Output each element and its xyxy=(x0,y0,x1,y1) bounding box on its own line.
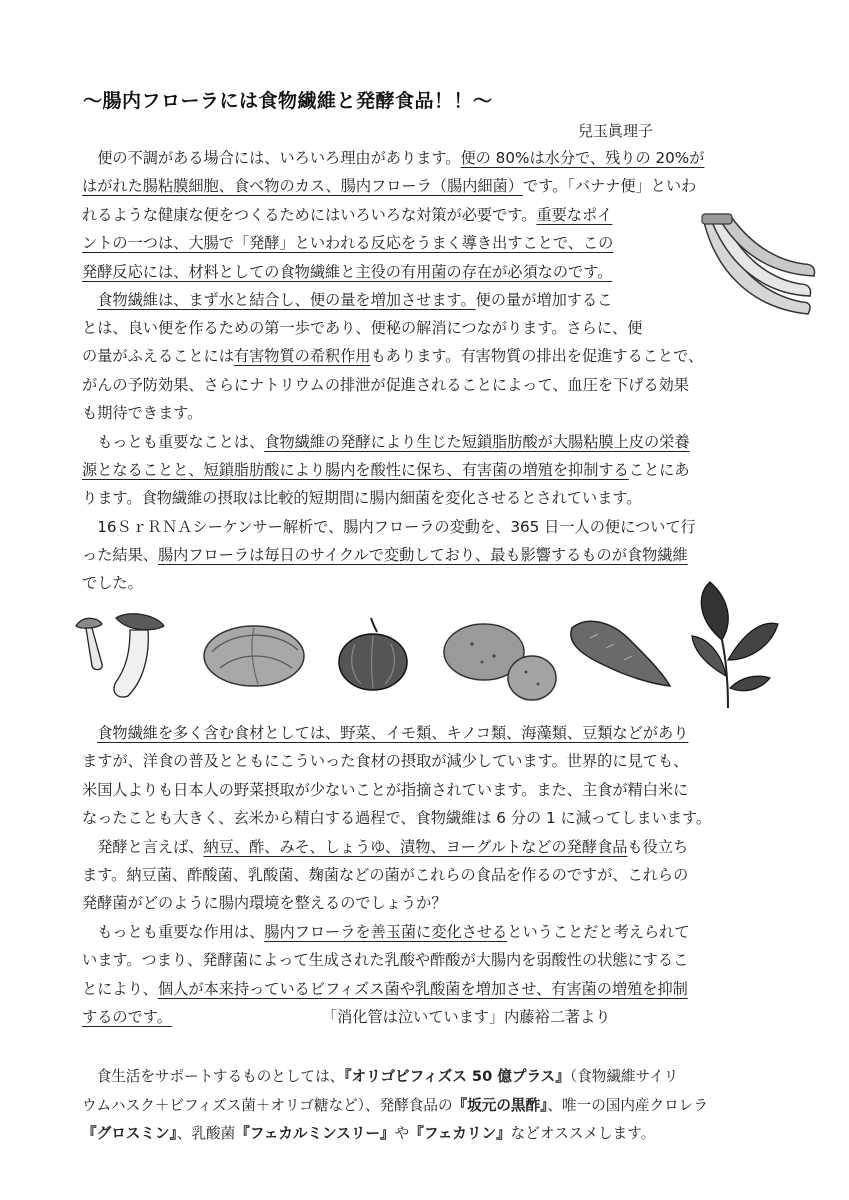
text-line: の量がふえることには有害物質の希釈作用もあります。有害物質の排出を促進することで、 xyxy=(82,347,704,365)
text-line: も期待できます。 xyxy=(82,404,203,422)
banana-illustration xyxy=(690,210,820,325)
text-line: ントの一つは、大腸で「発酵」といわれる反応をうまく導き出すことで、この xyxy=(82,234,614,252)
cabbage-illustration xyxy=(200,616,310,688)
spinach-illustration xyxy=(688,580,780,710)
text-line: ますが、洋食の普及とともにこういった食材の摂取が減少しています。世界的に見ても、 xyxy=(82,752,689,770)
underlined-phrase: するのです。 xyxy=(82,1008,172,1026)
text-line: ります。食物繊維の摂取は比較的短期間に腸内細菌を変化させるとされています。 xyxy=(82,489,642,507)
product-name: 『フェカリン』 xyxy=(409,1125,511,1142)
underlined-phrase: 食物繊維を多く含む食材としては、野菜、イモ類、キノコ類、海藻類、豆類などがあり xyxy=(97,724,689,742)
underlined-phrase: 有害物質の希釈作用 xyxy=(233,347,371,365)
text-line: でした。 xyxy=(82,574,143,592)
text-line: 『グロスミン』、乳酸菌『フェカルミンスリー』や『フェカリン』などオススメします。 xyxy=(82,1125,656,1142)
product-name: 『グロスミン』 xyxy=(82,1125,177,1142)
text-line: 発酵と言えば、納豆、酢、みそ、しょうゆ、漬物、ヨーグルトなどの発酵食品も役立ち xyxy=(82,838,689,856)
underlined-phrase: 便の 80%は水分で、残りの 20%が xyxy=(460,149,705,167)
author-name: 兒玉眞理子 xyxy=(578,122,654,140)
citation: 「消化管は泣いています」内藤裕二著より xyxy=(321,1008,611,1026)
text-line xyxy=(82,722,688,744)
text-line: 食物繊維は、まず水と結合し、便の量を増加させます。便の量が増加するこ xyxy=(97,291,613,309)
onion-illustration xyxy=(335,614,410,692)
text-line: った結果、腸内フローラは毎日のサイクルで変動しており、最も影響するものが食物繊維 xyxy=(82,546,688,564)
underlined-phrase: 重要なポイ xyxy=(536,206,613,224)
text-line: 便の不調がある場合には、いろいろ理由があります。便の 80%は水分で、残りの 20%が xyxy=(82,149,705,167)
underlined-phrase: 腸内フローラは毎日のサイクルで変動しており、最も影響するものが食物繊維 xyxy=(157,546,688,564)
underlined-phrase: 食物繊維は、まず水と結合し、便の量を増加させます。 xyxy=(97,291,476,309)
text-line: 発酵反応には、材料としての食物繊維と主役の有用菌の存在が必須なのです。 xyxy=(82,263,613,281)
underlined-phrase: はがれた腸粘膜細胞、食べ物のカス、腸内フローラ（腸内細菌） xyxy=(82,177,523,195)
text-line: もっとも重要なことは、食物繊維の発酵により生じた短鎖脂肪酸が大腸粘膜上皮の栄養 xyxy=(82,433,690,451)
mushroom-illustration xyxy=(72,610,172,702)
text-line: もっとも重要な作用は、腸内フローラを善玉菌に変化させるということだと考えられて xyxy=(82,923,690,941)
underlined-phrase: 源となることと、短鎖脂肪酸により腸内を酸性に保ち、有害菌の増殖を抑制する xyxy=(82,461,629,479)
text-line: とは、良い便を作るための第一歩であり、便秘の解消につながります。さらに、便 xyxy=(82,319,643,337)
underlined-phrase: 食物繊維の発酵により生じた短鎖脂肪酸が大腸粘膜上皮の栄養 xyxy=(264,433,690,451)
text-line: はがれた腸粘膜細胞、食べ物のカス、腸内フローラ（腸内細菌）です。「バナナ便」といわ xyxy=(82,177,697,195)
text-line: ます。納豆菌、酢酸菌、乳酸菌、麹菌などの菌がこれらの食品を作るのですが、これらの xyxy=(82,866,689,884)
text-line: 源となることと、短鎖脂肪酸により腸内を酸性に保ち、有害菌の増殖を抑制することにあ xyxy=(82,461,690,479)
product-name: 『坂元の黒酢』 xyxy=(452,1097,548,1114)
carrot-illustration xyxy=(566,614,672,690)
text-line: とにより、個人が本来持っているビフィズス菌や乳酸菌を増加させ、有害菌の増殖を抑制 xyxy=(82,980,688,998)
text-line: がんの予防効果、さらにナトリウムの排泄が促進されることによって、血圧を下げる効果 xyxy=(82,376,690,394)
underlined-phrase: 納豆、酢、みそ、しょうゆ、漬物、ヨーグルトなどの発酵食品 xyxy=(203,838,628,856)
text-line: 16ＳｒＲＮＡシーケンサー解析で、腸内フローラの変動を、365 日一人の便について行 xyxy=(82,518,696,536)
potato-illustration xyxy=(442,622,560,702)
underlined-phrase: 腸内フローラを善玉菌に変化させる xyxy=(264,923,508,941)
text-line: います。つまり、発酵菌によって生成された乳酸や酢酸が大腸内を弱酸性の状態にするこ xyxy=(82,951,689,969)
text-line: 発酵菌がどのように腸内環境を整えるのでしょうか？ xyxy=(82,894,447,912)
text-line: れるような健康な便をつくるためにはいろいろな対策が必要です。重要なポイ xyxy=(82,206,613,224)
text-line: なったことも大きく、玄米から精白する過程で、食物繊維は 6 分の 1 に減ってしまいます。 xyxy=(82,809,712,827)
text-line: ウムハスク＋ビフィズス菌＋オリゴ糖など）、発酵食品の『坂元の黒酢』、唯一の国内産クロレラ xyxy=(82,1097,708,1114)
text-line: 米国人よりも日本人の野菜摂取が少ないことが指摘されています。また、主食が精白米に xyxy=(82,781,689,799)
text-line: 食生活をサポートするものとしては、『オリゴビフィズス 50 億プラス』（食物繊維サイリ xyxy=(82,1068,679,1085)
product-name: 『フェカルミンスリー』 xyxy=(235,1125,395,1142)
text-line xyxy=(82,1006,610,1028)
page-title: 〜腸内フローラには食物繊維と発酵食品！！〜 xyxy=(83,90,493,112)
underlined-phrase: 個人が本来持っているビフィズス菌や乳酸菌を増加させ、有害菌の増殖を抑制 xyxy=(157,980,688,998)
product-name: 『オリゴビフィズス 50 億プラス』 xyxy=(344,1068,570,1085)
